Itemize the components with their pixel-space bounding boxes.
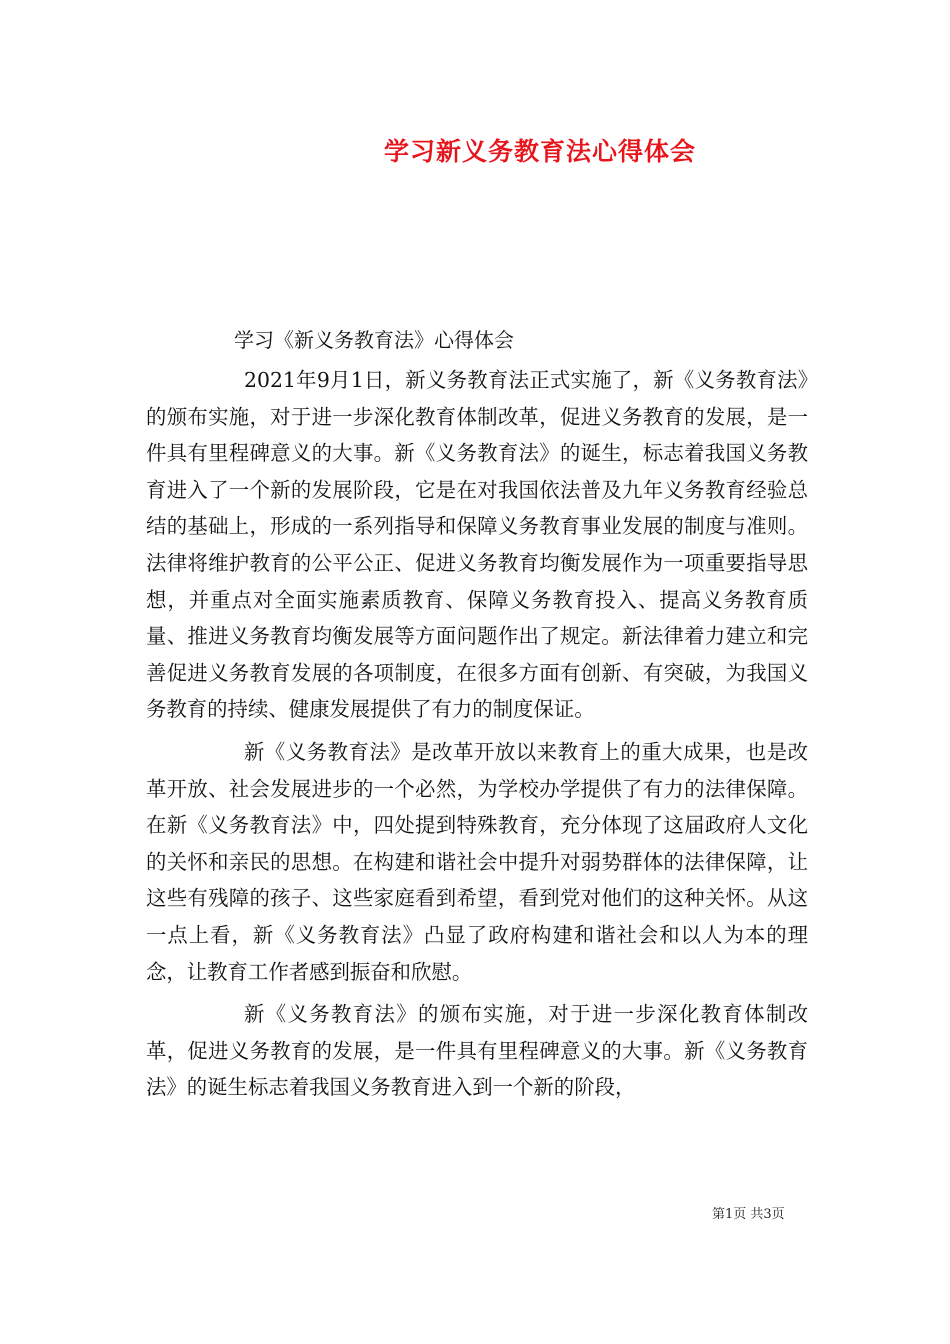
document-subtitle: 学习《新义务教育法》心得体会	[234, 328, 514, 352]
page-number-footer: 第1页 共3页	[712, 1207, 785, 1222]
paragraph-3: 新《义务教育法》的颁布实施，对于进一步深化教育体制改革，促进义务教育的发展，是一件具有里程碑意义的大事。新《义务教育法》的诞生标志着我国义务教育进入到一个新的阶段，	[146, 1002, 808, 1100]
paragraph-1: 2021年9月1日，新义务教育法正式实施了，新《义务教育法》的颁布实施，对于进一步深化教育体制改革，促进义务教育的发展，是一件具有里程碑意义的大事。新《义务教育法》的诞生，标志着我国义务教育进入了一个新的发展阶段，它是在对我国依法普及九年义务教育经验总结的基础上，形成的一系列指导和保障义务教育事业发展的制度与准则。法律将维护教育的公平公正、促进义务教育均衡发展作为一项重要指导思想，并重点对全面实施素质教育、保障义务教育投入、提高义务教育质量、推进义务教育均衡发展等方面问题作出了规定。新法律着力建立和完善促进义务教育发展的各项制度，在很多方面有创新、有突破，为我国义务教育的持续、健康发展提供了有力的制度保证。	[146, 368, 808, 722]
document-body	[146, 362, 808, 1112]
paragraph-2: 新《义务教育法》是改革开放以来教育上的重大成果，也是改革开放、社会发展进步的一个必然，为学校办学提供了有力的法律保障。在新《义务教育法》中，四处提到特殊教育，充分体现了这届政府人文化的关怀和亲民的思想。在构建和谐社会中提升对弱势群体的法律保障，让这些有残障的孩子、这些家庭看到希望，看到党对他们的这种关怀。从这一点上看，新《义务教育法》凸显了政府构建和谐社会和以人为本的理念，让教育工作者感到振奋和欣慰。	[146, 739, 808, 984]
document-title: 学习新义务教育法心得体会	[383, 137, 696, 166]
